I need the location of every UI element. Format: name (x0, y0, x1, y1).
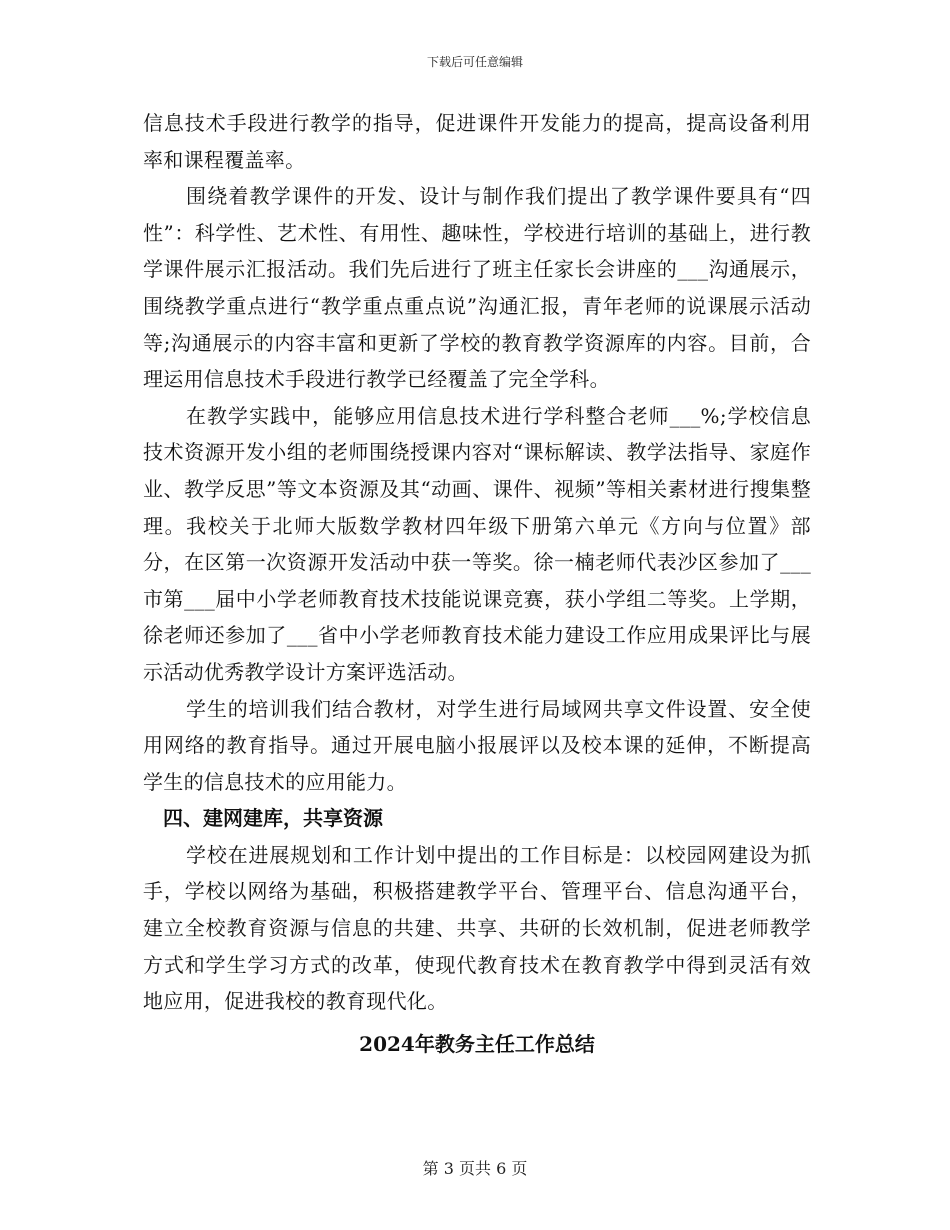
document-title: 2024年教务主任工作总结 (359, 1031, 595, 1056)
section-heading: 四、建网建库，共享资源 (163, 806, 383, 831)
paragraph-continued: 信息技术手段进行教学的指导，促进课件开发能力的提高，提高设备利用率和课程覆盖率。 (143, 111, 811, 172)
paragraph-network-goals: 学校在进展规划和工作计划中提出的工作目标是：以校园网建设为抓手，学校以网络为基础，积极搭建教学平台、管理平台、信息沟通平台，建立全校教育资源与信息的共建、共享、共研的长效机制，促进老师教学方式和学生学习方式的改革，使现代教育技术在教育教学中得到灵活有效地应用，促进我校的教育现代化。 (143, 842, 811, 1014)
header-note: 下载后可任意编辑 (426, 55, 523, 69)
paragraph-teaching-practice: 在教学实践中，能够应用信息技术进行学科整合老师___%;学校信息技术资源开发小组的老师围绕授课内容对“课标解读、教学法指导、家庭作业、教学反思”等文本资源及其“动画、课件、视频”等相关素材进行搜集整理。我校关于北师大版数学教材四年级下册第六单元《方向与位置》部分，在区第一次资源开发活动中获一等奖。徐一楠老师代表沙区参加了___市第___届中小学老师教育技术技能说课竞赛，获小学组二等奖。上学期，徐老师还参加了___省中小学老师教育技术能力建设工作应用成果评比与展示活动优秀教学设计方案评选活动。 (143, 403, 811, 684)
paragraph-student-training: 学生的培训我们结合教材，对学生进行局域网共享文件设置、安全使用网络的教育指导。通过开展电脑小报展评以及校本课的延伸，不断提高学生的信息技术的应用能力。 (143, 696, 811, 794)
paragraph-courseware: 围绕着教学课件的开发、设计与制作我们提出了教学课件要具有“四性”：科学性、艺术性、有用性、趣味性，学校进行培训的基础上，进行教学课件展示汇报活动。我们先后进行了班主任家长会讲座的___沟通展示，围绕教学重点进行“教学重点重点说”沟通汇报，青年老师的说课展示活动等;沟通展示的内容丰富和更新了学校的教育教学资源库的内容。目前，合理运用信息技术手段进行教学已经覆盖了完全学科。 (143, 184, 811, 392)
document-body (143, 105, 811, 1064)
page-number: 第 3 页共 6 页 (422, 1159, 528, 1178)
